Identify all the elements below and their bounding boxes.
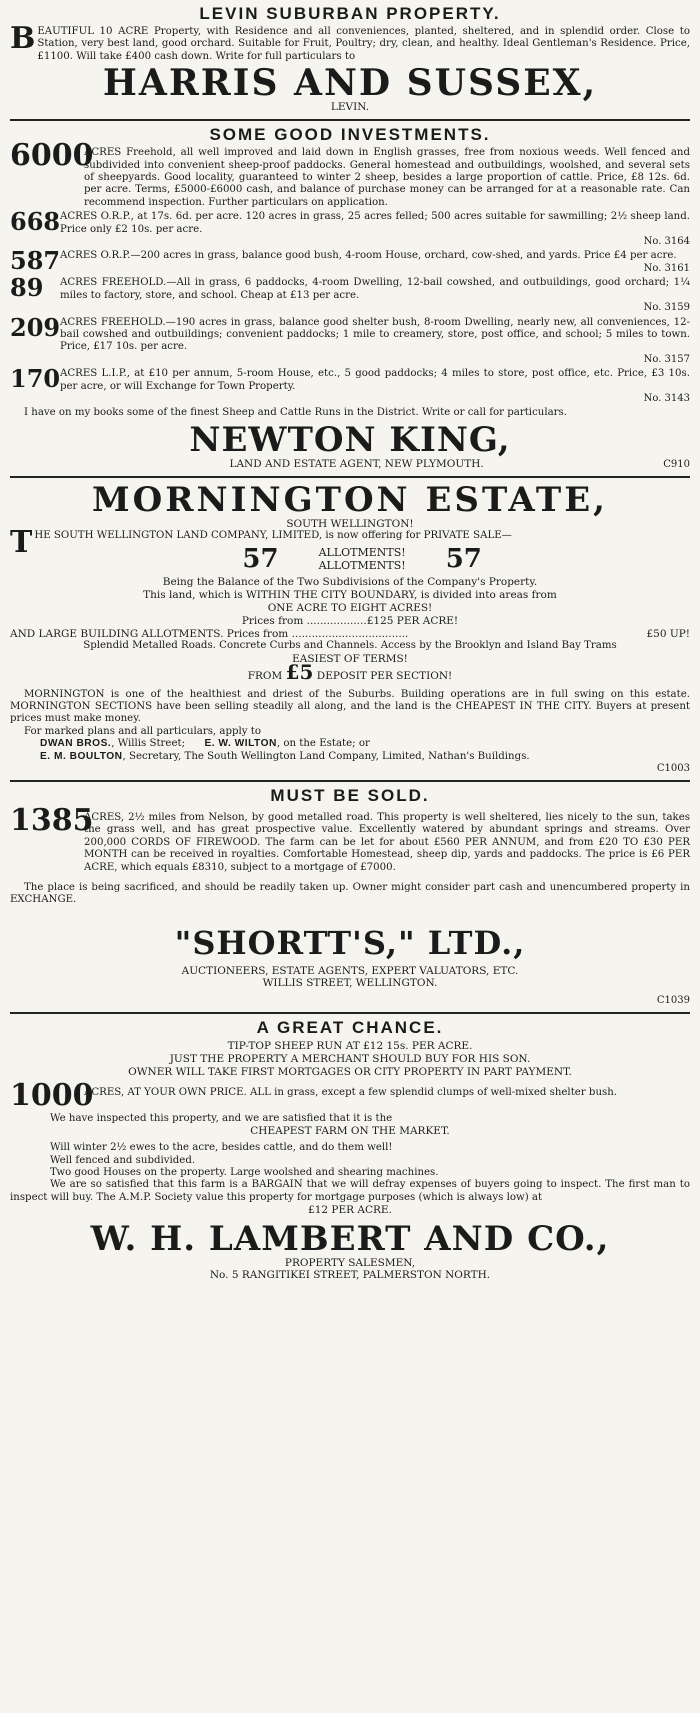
ad-great-chance — [10, 1018, 690, 1281]
ad-heading: MUST BE SOLD. — [270, 786, 430, 805]
inspected-text: We have inspected this property, and we are satisfied that it is the — [50, 1112, 393, 1124]
firm-sub: WILLIS STREET, WELLINGTON. — [262, 976, 438, 989]
detail-line: We are so satisfied that this farm is a BARGAIN that we will defray expenses of buyers going to inspect. The first man to inspect will buy. The A.M.P. Society value this property for mortgage purposes (which is always low) at — [10, 1179, 690, 1203]
firm-name: NEWTON KING, — [189, 419, 511, 460]
listing-text: ACRES, AT YOUR OWN PRICE. ALL in grass, except a few splendid clumps of well-mixed shelter bush. — [84, 1086, 618, 1098]
allotment-banner — [34, 544, 690, 574]
ad-investments — [10, 125, 690, 470]
price-value: £125 PER ACRE! — [366, 615, 459, 628]
ad-ref: C910 — [663, 458, 690, 470]
ad-body: The place is being sacrificed, and should be readily taken up. Owner might consider part cash and unencumbered property in EXCHANGE. — [10, 882, 690, 906]
contact-name: E. M. BOULTON — [40, 750, 123, 762]
listing-number: 668 — [10, 207, 61, 237]
price-line — [10, 615, 690, 628]
firm-sub: No. 5 RANGITIKEI STREET, PALMERSTON NORTH. — [209, 1269, 491, 1282]
firm-town: LEVIN. — [330, 101, 370, 114]
listing-text: ACRES FREEHOLD.—190 acres in grass, balance good shelter bush, 8-room Dwelling, nearly new, all conveniences, 12-bail cowshed and outbuildings; convenient paddocks; 1 mile to creamery, store, post office, and school; 5 miles to town. Price, £17 10s. per acre. — [60, 316, 690, 353]
estate-line: ONE ACRE TO EIGHT ACRES! — [267, 602, 433, 615]
firm-sub: AUCTIONEERS, ESTATE AGENTS, EXPERT VALUATORS, ETC. — [181, 964, 519, 977]
ad-mornington — [10, 479, 690, 774]
listing-number: 209 — [10, 312, 61, 342]
building-value: £50 UP! — [646, 628, 690, 641]
listing-entry — [10, 803, 690, 874]
listing-entry — [10, 246, 690, 276]
ad-must-be-sold — [10, 786, 690, 1006]
listing-number: 89 — [10, 273, 44, 303]
headline-line: JUST THE PROPERTY A MERCHANT SHOULD BUY FOR HIS SON. — [169, 1052, 531, 1065]
value-text: £12 PER ACRE. — [308, 1204, 392, 1217]
allotment-label-stack — [319, 546, 406, 572]
terms-text: EASIEST OF TERMS! — [292, 652, 408, 665]
contact-addr: , Willis Street; — [111, 738, 186, 750]
deposit-amount: £5 — [285, 659, 314, 684]
divider — [10, 476, 690, 478]
dropcap: T — [10, 524, 33, 560]
ad-body — [10, 21, 690, 63]
contact-addr: , Secretary, The South Wellington Land Company, Limited, Nathan's Buildings. — [122, 750, 530, 762]
listing-ref: No. 3143 — [643, 392, 690, 404]
listing-ref: No. 3157 — [643, 353, 690, 365]
allotment-count: 57 — [242, 544, 279, 575]
ad-heading: A GREAT CHANCE. — [256, 1017, 444, 1037]
newspaper-column — [10, 4, 690, 1281]
ad-heading: SOME GOOD INVESTMENTS. — [209, 125, 491, 145]
firm-sub: LAND AND ESTATE AGENT, NEW PLYMOUTH. — [229, 457, 484, 470]
listing-entry — [10, 273, 690, 314]
listing-ref: No. 3159 — [643, 302, 690, 314]
listing-text: ACRES FREEHOLD.—All in grass, 6 paddocks, 4-room Dwelling, 12-bail cowshed, and outbuildings, good orchard; 1¼ miles to factory, store, and school. Cheap at £13 per acre. — [60, 277, 690, 301]
listing-text: ACRES O.R.P.—200 acres in grass, balance good bush, 4-room House, orchard, cow-shed, and yards. Price £4 per acre. — [60, 250, 677, 262]
deposit-pre: FROM — [247, 669, 283, 682]
listing-text: ACRES, 2½ miles from Nelson, by good metalled road. This property is well sheltered, lies nicely to the sun, takes the grass well, and has great prospective value. Excellently watered by abundant springs and streams. Over 200,000 CORDS OF FIREWOOD. The farm can be let for about £560 PER ANNUM, and from £20 TO £30 PER MONTH can be received in royalties. Comfortable Homestead, sheep dip, yards and paddocks. The price is £6 PER ACRE, which equals £8310, subject to a mortgage of £7000. — [84, 812, 690, 873]
listing-text: ACRES Freehold, all well improved and laid down in English grasses, free from noxious weeds. Well fenced and subdivided into convenient sheep-proof paddocks. General homestead and outbuildings, woolshed, and several sets of sheepyards. Good locality, guaranteed to winter 2 sheep, besides a large proportion of cattle. Price, £8 12s. 6d. per acre. Terms, £5000-£6000 cash, and balance of purchase money can be arranged for at a reasonable rate. Can recommend inspection. Further particulars on application. — [84, 147, 690, 208]
contact-name: E. W. WILTON — [204, 738, 277, 750]
divider — [10, 1012, 690, 1014]
listing-entry — [10, 207, 690, 248]
building-label: AND LARGE BUILDING ALLOTMENTS. Prices from ................................... — [10, 628, 409, 641]
allotment-count: 57 — [445, 544, 482, 575]
contact-name: DWAN BROS. — [40, 738, 112, 750]
cheapest-text: CHEAPEST FARM ON THE MARKET. — [250, 1125, 450, 1138]
listing-entry — [10, 312, 690, 367]
estate-line: Being the Balance of the Two Subdivisions of the Company's Property. — [162, 576, 538, 589]
deposit-line — [10, 659, 690, 684]
divider — [10, 119, 690, 121]
firm-name: HARRIS AND SUSSEX, — [102, 62, 598, 105]
estate-location: SOUTH WELLINGTON! — [286, 517, 414, 530]
listing-entry — [10, 138, 690, 209]
listing-number: 6000 — [10, 138, 94, 174]
building-price-row — [10, 628, 690, 640]
ad-text: EAUTIFUL 10 ACRE Property, with Residence and all conveniences, planted, sheltered, and in splendid order. Close to Station, very best land, good orchard. Suitable for Fruit, Poultry; dry, clean, and healthy. Ideal Gentleman's Residence. Price, £1100. Will take £400 cash down. Write for full particulars to — [37, 26, 690, 62]
roads-text: Splendid Metalled Roads. Concrete Curbs and Channels. Access by the Brooklyn and Island Bay Trams — [83, 640, 617, 652]
firm-sub: PROPERTY SALESMEN, — [284, 1257, 416, 1270]
listing-number: 1385 — [10, 803, 94, 838]
listing-number: 587 — [10, 246, 61, 276]
allotment-label: ALLOTMENTS! — [318, 546, 406, 560]
listing-number: 1000 — [10, 1077, 94, 1113]
estate-body: MORNINGTON is one of the healthiest and driest of the Suburbs. Building operations are in full swing on this estate. MORNINGTON SECTIONS have been selling steadily all along, and the land is the CHEAPEST IN THE CITY. Buyers at present prices must make money. — [10, 688, 690, 725]
price-label: Prices from .................. — [241, 615, 367, 628]
divider — [10, 780, 690, 782]
ad-levin — [10, 4, 690, 113]
ad-ref: C1039 — [656, 994, 690, 1006]
detail-line: Well fenced and subdivided. — [50, 1154, 196, 1166]
detail-line: Will winter 2½ ewes to the acre, besides cattle, and do them well! — [50, 1142, 393, 1154]
headline-line: TIP-TOP SHEEP RUN AT £12 15s. PER ACRE. — [227, 1039, 473, 1052]
detail-line: Two good Houses on the property. Large woolshed and shearing machines. — [50, 1167, 439, 1179]
dropcap: B — [10, 21, 36, 56]
headline-line: OWNER WILL TAKE FIRST MORTGAGES OR CITY PROPERTY IN PART PAYMENT. — [128, 1065, 572, 1078]
firm-sub-row — [10, 458, 690, 470]
estate-line: This land, which is WITHIN THE CITY BOUNDARY, is divided into areas from — [143, 589, 557, 602]
listing-entry — [10, 364, 690, 405]
ad-ref: C1003 — [656, 763, 690, 774]
listing-text: ACRES O.R.P., at 17s. 6d. per acre. 120 acres in grass, 25 acres felled; 500 acres suitable for sawmilling; 2½ sheep land. Price only £2 10s. per acre. — [60, 211, 690, 235]
apply-text: For marked plans and all particulars, apply to — [24, 725, 262, 737]
listing-number: 170 — [10, 364, 61, 394]
listing-entry — [10, 1077, 690, 1113]
contacts — [10, 738, 690, 763]
ad-heading: LEVIN SUBURBAN PROPERTY. — [199, 4, 501, 23]
estate-title: MORNINGTON ESTATE, — [92, 479, 608, 520]
intro-text: HE SOUTH WELLINGTON LAND COMPANY, LIMITED, is now offering for PRIVATE SALE— — [34, 529, 512, 541]
firm-name: W. H. LAMBERT AND CO., — [90, 1219, 610, 1260]
listing-ref: No. 3161 — [643, 262, 690, 274]
contact-addr: , on the Estate; or — [276, 738, 370, 750]
closing-text: I have on my books some of the finest Sheep and Cattle Runs in the District. Write or call for particulars. — [24, 407, 568, 419]
listing-text: ACRES L.I.P., at £10 per annum, 5-room House, etc., 5 good paddocks; 4 miles to store, post office, etc. Price, £3 10s. per acre, or will Exchange for Town Property. — [60, 368, 690, 392]
listing-ref: No. 3164 — [643, 236, 690, 248]
firm-name: "SHORTT'S," LTD., — [174, 923, 526, 962]
allotment-label: ALLOTMENTS! — [318, 559, 406, 573]
deposit-post: DEPOSIT PER SECTION! — [316, 669, 453, 682]
